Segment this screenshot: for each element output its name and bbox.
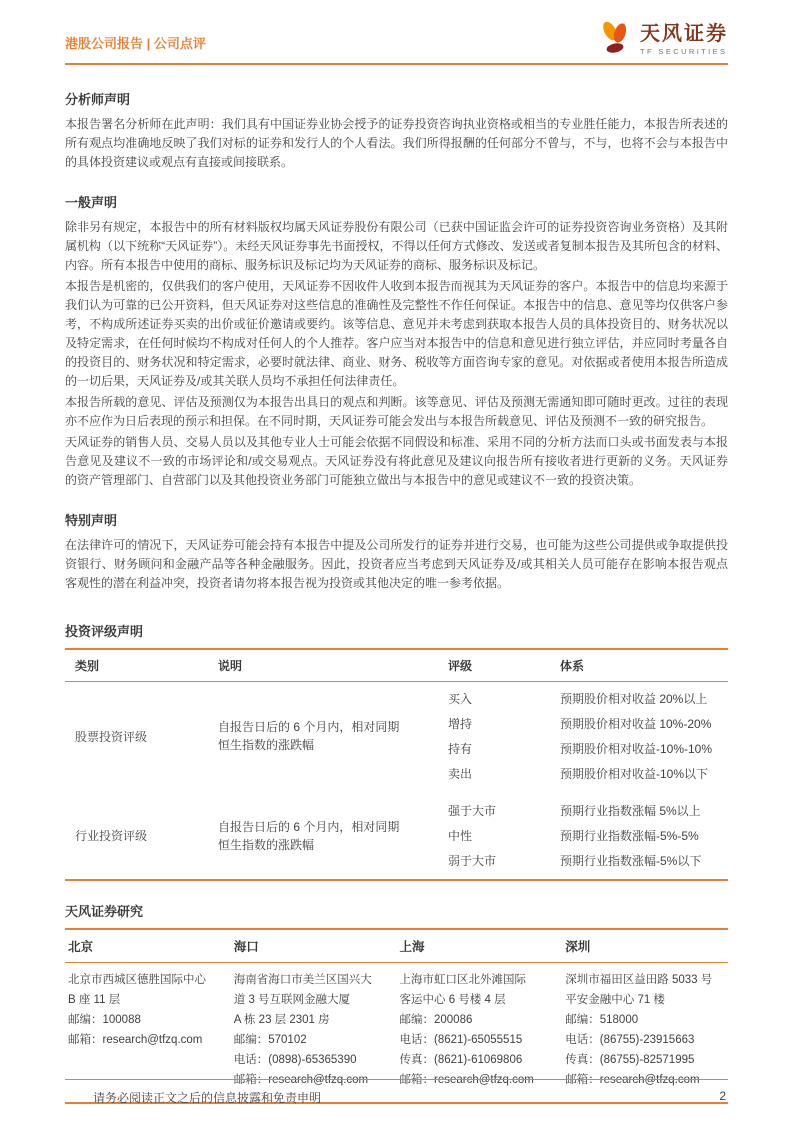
office-shenzhen <box>562 970 728 1090</box>
office-beijing <box>65 970 231 1090</box>
office-line: 上海市虹口区北外滩国际 <box>399 974 526 986</box>
office-line: 邮编：200086 <box>399 1014 473 1026</box>
office-line: 深圳市福田区益田路 5033 号 <box>565 974 713 986</box>
rating-label: 弱于大市 <box>448 854 497 868</box>
rating-system: 预期股价相对收益-10%-10% <box>560 742 713 756</box>
general-statement-paragraph: 除非另有规定，本报告中的所有材料版权均属天风证券股份有限公司（已获中国证监会许可的证券投资咨询业务资格）及其附属机构（以下统称“天风证券”）。未经天风证券事先书面授权，不得以任何方式修改、发送或者复制本报告及其所包含的材料、内容。所有本报告中使用的商标、服务标识及标记均为天风证券的商标、服务标识及标记。 <box>65 220 728 272</box>
office-line: 电话：(8621)-65055515 <box>399 1034 523 1046</box>
office-line: 邮箱：research@tfzq.com <box>565 1074 700 1086</box>
rating-description-industry: 自报告日后的 6 个月内，相对同期恒生指数的涨跌幅 <box>218 819 400 852</box>
rating-label: 强于大市 <box>448 804 497 818</box>
office-line: 邮箱：research@tfzq.com <box>399 1074 534 1086</box>
office-line: 邮编：570102 <box>233 1034 307 1046</box>
analyst-statement-body: 本报告署名分析师在此声明：我们具有中国证券业协会授予的证券投资咨询执业资格或相当的专业胜任能力，本报告所表述的所有观点均准确地反映了我们对标的证券和发行人的个人看法。我们所得报酬的任何部分不曾与，不与，也将不会与本报告中的具体投资建议或观点有直接或间接联系。 <box>65 117 728 169</box>
rating-category-stock: 股票投资评级 <box>75 729 148 744</box>
office-line: 邮箱：research@tfzq.com <box>233 1074 369 1086</box>
office-city-shanghai: 上海 <box>399 940 425 954</box>
rating-label: 买入 <box>448 692 473 706</box>
office-line: A 栋 23 层 2301 房 <box>233 1014 330 1026</box>
office-line: 北京市西城区德胜国际中心 <box>68 974 206 986</box>
office-line: 邮箱：research@tfzq.com <box>68 1034 203 1046</box>
rating-system: 预期股价相对收益 20%以上 <box>560 692 708 706</box>
general-statement-paragraph: 本报告所载的意见、评估及预测仅为本报告出具日的观点和判断。该等意见、评估及预测无需通知即可随时更改。过往的表现亦不应作为日后表现的预示和担保。在不同时期，天风证券可能会发出与本报告所载意见、评估及预测不一致的研究报告。 <box>65 395 728 428</box>
special-statement-title: 特别声明 <box>65 513 118 528</box>
office-line: 电话：(0898)-65365390 <box>233 1054 357 1066</box>
rating-system: 预期行业指数涨幅-5%-5% <box>560 829 699 843</box>
general-statement-paragraphs <box>65 218 728 490</box>
rating-col-rating: 评级 <box>448 659 473 673</box>
tf-flame-icon <box>592 18 634 60</box>
rating-label: 卖出 <box>448 767 473 781</box>
rating-table <box>65 648 728 881</box>
brand-name-en: TF SECURITIES <box>640 46 728 56</box>
rating-label: 中性 <box>448 829 473 843</box>
rating-description-stock: 自报告日后的 6 个月内，相对同期恒生指数的涨跌幅 <box>218 720 400 752</box>
general-statement-title: 一般声明 <box>65 195 118 210</box>
rating-system: 预期行业指数涨幅 5%以上 <box>560 804 701 818</box>
offices-table <box>65 928 728 1104</box>
rating-label: 持有 <box>448 742 473 756</box>
rating-category-industry: 行业投资评级 <box>75 829 148 843</box>
office-city-beijing: 北京 <box>68 940 94 954</box>
footer-disclaimer: 请务必阅读正文之后的信息披露和免责申明 <box>93 1091 322 1105</box>
office-line: B 座 11 层 <box>68 994 121 1006</box>
office-line: 平安金融中心 71 楼 <box>565 994 665 1006</box>
office-line: 邮编：100088 <box>68 1014 141 1026</box>
analyst-statement-title: 分析师声明 <box>65 92 131 107</box>
page-header <box>65 0 728 60</box>
general-statement-paragraph: 天风证券的销售人员、交易人员以及其他专业人士可能会依据不同假设和标准、采用不同的分析方法而口头或书面发表与本报告意见及建议不一致的市场评论和/或交易观点。天风证券没有将此意见及建议向报告所有接收者进行更新的义务。天风证券的资产管理部门、自营部门以及其他投资业务部门可能独立做出与本报告中的意见或建议不一致的投资决策。 <box>65 435 728 487</box>
rating-col-category: 类别 <box>75 659 100 673</box>
office-line: 电话：(86755)-23915663 <box>565 1034 695 1046</box>
brand-text <box>640 23 728 56</box>
office-line: 道 3 号互联网金融大厦 <box>233 994 351 1006</box>
rating-label: 增持 <box>448 717 473 731</box>
rating-system: 预期行业指数涨幅-5%以下 <box>560 854 702 868</box>
rating-table-header <box>65 650 728 682</box>
offices-header <box>65 930 728 963</box>
header-divider <box>65 63 728 65</box>
general-statement-paragraph: 本报告是机密的，仅供我们的客户使用，天风证券不因收件人收到本报告而视其为天风证券的客户。本报告中的信息均来源于我们认为可靠的已公开资料，但天风证券对这些信息的准确性及完整性不作任何保证。本报告中的信息、意见等均仅供客户参考，不构成所述证券买卖的出价或征价邀请或要约。该等信息、意见并未考虑到获取本报告人员的具体投资目的、财务状况以及特定需求，在任何时候均不构成对任何人的个人推荐。客户应当对本报告中的信息和意见进行独立评估，并应同时考量各自的投资目的、财务状况和特定需求，必要时就法律、商业、财务、税收等方面咨询专家的意见。对依据或者使用本报告所造成的一切后果，天风证券及/或其关联人员均不承担任何法律责任。 <box>65 279 728 388</box>
office-line: 客运中心 6 号楼 4 层 <box>399 994 506 1006</box>
office-line: 传真：(86755)-82571995 <box>565 1054 695 1066</box>
rating-col-description: 说明 <box>218 659 243 673</box>
office-line: 邮编：518000 <box>565 1014 639 1026</box>
brand-logo <box>592 18 728 60</box>
brand-name-cn: 天风证券 <box>640 22 728 45</box>
rating-statement-title: 投资评级声明 <box>65 624 144 639</box>
research-title: 天风证券研究 <box>65 904 144 919</box>
special-statement-body: 在法律许可的情况下，天风证券可能会持有本报告中提及公司所发行的证券并进行交易，也可能为这些公司提供或争取提供投资银行、财务顾问和金融产品等各种金融服务。因此，投资者应当考虑到天风证券及/或其相关人员可能存在影响本报告观点客观性的潜在利益冲突，投资者请勿将本报告视为投资或其他决定的唯一参考依据。 <box>65 538 728 590</box>
office-haikou <box>231 970 397 1090</box>
rating-col-system: 体系 <box>560 659 585 673</box>
office-shanghai <box>397 970 563 1090</box>
office-line: 海南省海口市美兰区国兴大 <box>233 974 372 986</box>
breadcrumb: 港股公司报告 | 公司点评 <box>65 36 206 51</box>
office-city-haikou: 海口 <box>233 940 259 954</box>
rating-system: 预期股价相对收益-10%以下 <box>560 767 709 781</box>
page-footer <box>65 1079 728 1106</box>
rating-table-body <box>65 682 728 879</box>
page-number: 2 <box>719 1089 726 1103</box>
office-city-shenzhen: 深圳 <box>565 940 591 954</box>
office-line: 传真：(8621)-61069806 <box>399 1054 523 1066</box>
rating-system: 预期股价相对收益 10%-20% <box>560 717 712 731</box>
